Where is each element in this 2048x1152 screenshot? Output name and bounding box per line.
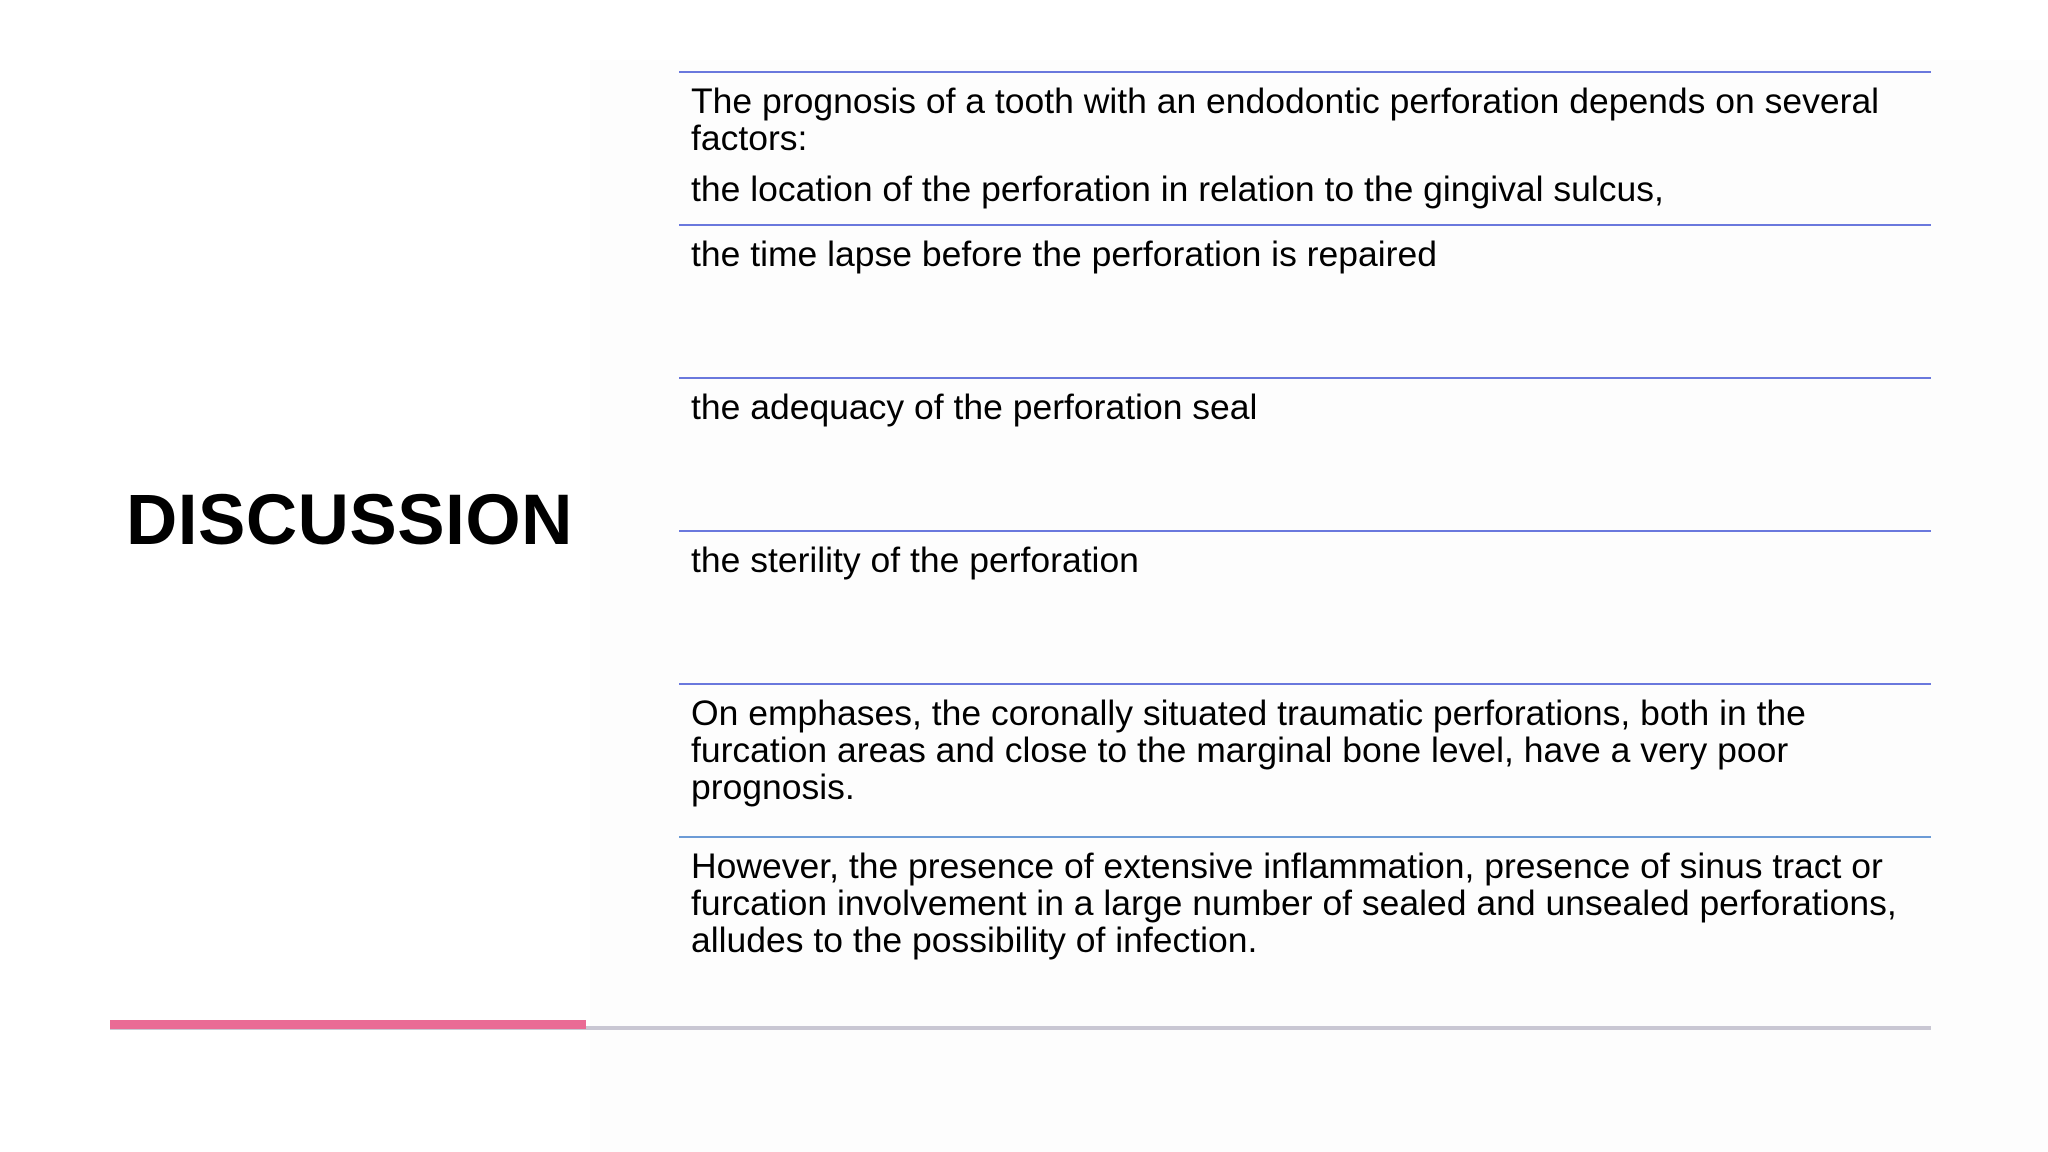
slide-title: DISCUSSION: [126, 481, 573, 560]
list-item-text: The prognosis of a tooth with an endodontic perforation depends on several factors:: [691, 81, 1880, 158]
discussion-list: [679, 71, 1931, 989]
list-item: [679, 224, 1931, 377]
list-item-subtext: the location of the perforation in relation to the gingival sulcus,: [691, 169, 1664, 209]
list-item-text: the time lapse before the perforation is repaired: [691, 234, 1437, 274]
list-item-text: On emphases, the coronally situated traumatic perforations, both in the furcation areas and close to the marginal bone level, have a very poor prognosis.: [691, 693, 1806, 807]
list-item: [679, 683, 1931, 836]
list-item-text: However, the presence of extensive inflammation, presence of sinus tract or furcation involvement in a large number of sealed and unsealed perforations, alludes to the possibility of infection.: [691, 846, 1897, 960]
accent-bar: [110, 1020, 586, 1029]
list-item: [679, 530, 1931, 683]
list-item: [679, 71, 1931, 224]
list-item: [679, 836, 1931, 989]
list-item: [679, 377, 1931, 530]
list-item-text: the sterility of the perforation: [691, 540, 1139, 580]
list-item-text: the adequacy of the perforation seal: [691, 387, 1258, 427]
